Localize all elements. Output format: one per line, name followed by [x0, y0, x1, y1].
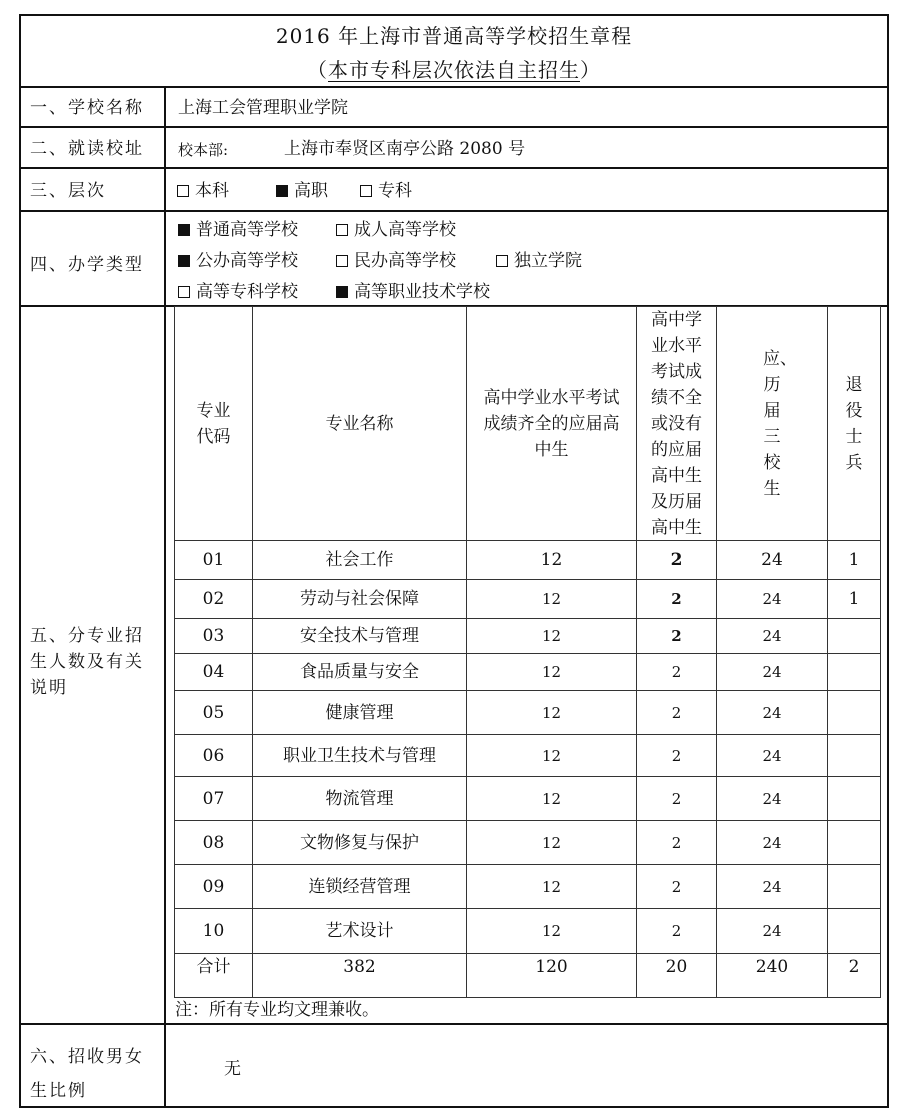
- table-cell-c: 24: [762, 746, 782, 765]
- table-border: [880, 306, 881, 997]
- table-cell-code: 07: [202, 788, 225, 809]
- unchecked-box-icon: [177, 185, 189, 197]
- unchecked-box-icon: [336, 255, 348, 267]
- table-cell-b: 2: [671, 833, 682, 852]
- table-cell-name: 职业卫生技术与管理: [283, 745, 436, 766]
- row-divider: [19, 210, 889, 212]
- gender-ratio-value: 无: [224, 1059, 241, 1079]
- table-cell-a: 12: [540, 550, 563, 570]
- row-divider: [19, 126, 889, 128]
- table-cell-code: 03: [202, 626, 225, 646]
- table-cell-a: 12: [541, 922, 562, 940]
- row-divider: [19, 167, 889, 169]
- table-cell-c: 24: [762, 703, 782, 722]
- table-cell-d: [828, 654, 880, 690]
- table-cell-a: 12: [541, 703, 562, 722]
- table-cell-name: 艺术设计: [325, 921, 394, 941]
- header-text: 专业名称: [325, 413, 394, 434]
- table-cell-name: 文物修复与保护: [300, 832, 419, 853]
- table-cell-code: 06: [202, 745, 225, 766]
- section-school-type-label: 四、办学类型: [30, 255, 144, 275]
- unchecked-box-icon: [496, 255, 508, 267]
- header-veterans: [828, 307, 880, 540]
- type-option-label: 公办高等学校: [196, 251, 298, 271]
- type-option-label: 独立学院: [514, 251, 582, 271]
- table-cell-a: 12: [541, 833, 562, 852]
- label-column-divider: [164, 86, 166, 1108]
- table-cell-d: 1: [848, 550, 860, 570]
- table-cell-d: 1: [848, 589, 860, 609]
- checked-box-icon: [178, 255, 190, 267]
- table-cell-code: 04: [202, 662, 225, 682]
- section-enrollment-label: 五、分专业招生人数及有关说明: [30, 626, 144, 698]
- type-option-independent: [496, 251, 582, 271]
- section-campus-label: 二、就读校址: [30, 139, 144, 159]
- table-cell-name: 社会工作: [325, 550, 394, 570]
- table-cell-c: 24: [762, 789, 782, 808]
- table-cell-a: 12: [541, 789, 562, 808]
- row-divider: [19, 1023, 889, 1025]
- type-option-vocational: [336, 282, 490, 302]
- table-border: [174, 997, 881, 998]
- total-cell-code: 合计: [196, 957, 231, 977]
- unchecked-box-icon: [360, 185, 372, 197]
- header-name: [253, 307, 466, 540]
- document-subtitle: [19, 54, 889, 83]
- section-gender-ratio-label: 六、招收男女生比例: [30, 1047, 144, 1101]
- table-cell-c: 24: [762, 590, 782, 608]
- level-option-label: 本科: [195, 181, 229, 201]
- header-incomplete-scores: [637, 307, 716, 540]
- total-cell-name: 382: [343, 957, 376, 977]
- school-name-value: 上海工会管理职业学院: [178, 98, 348, 118]
- level-option-bachelor: [177, 181, 229, 201]
- checked-box-icon: [276, 185, 288, 197]
- type-option-specialized: [178, 282, 298, 302]
- total-cell-b: 20: [665, 957, 688, 977]
- table-cell-code: 05: [202, 702, 225, 723]
- section-level-label: 三、层次: [30, 181, 106, 201]
- table-cell-d: [828, 735, 880, 776]
- checked-box-icon: [178, 224, 190, 236]
- table-cell-code: 01: [202, 550, 225, 570]
- table-cell-a: 12: [541, 590, 562, 608]
- table-cell-d: [828, 821, 880, 864]
- campus-name: 校本部:: [178, 141, 229, 159]
- table-cell-d: [828, 865, 880, 908]
- campus-address: 上海市奉贤区南亭公路 2080 号: [284, 139, 526, 159]
- type-option-public: [178, 251, 298, 271]
- header-text: 高中学业水平考试成绩齐全的应届高中生: [483, 387, 620, 460]
- document-title: 2016 年上海市普通高等学校招生章程: [275, 24, 633, 48]
- table-cell-b: 2: [671, 746, 682, 765]
- checked-box-icon: [336, 286, 348, 298]
- table-cell-name: 连锁经营管理: [308, 876, 411, 897]
- type-option-label: 高等专科学校: [196, 282, 298, 302]
- table-cell-code: 08: [202, 832, 225, 853]
- table-cell-name: 食品质量与安全: [300, 662, 419, 682]
- table-cell-b: 2: [671, 877, 682, 896]
- table-cell-c: 24: [762, 877, 782, 896]
- table-cell-d: [828, 619, 880, 653]
- header-text: 退役士兵: [845, 374, 863, 473]
- table-cell-c: 24: [762, 833, 782, 852]
- type-option-label: 高等职业技术学校: [354, 282, 490, 302]
- subtitle-open-paren: （: [307, 58, 328, 82]
- level-option-junior-college: [360, 181, 412, 201]
- table-cell-a: 12: [541, 627, 562, 645]
- table-cell-name: 物流管理: [325, 788, 394, 809]
- table-cell-b: 2: [671, 922, 682, 940]
- table-cell-name: 安全技术与管理: [300, 626, 419, 646]
- table-cell-a: 12: [541, 746, 562, 765]
- level-option-higher-vocational: [276, 181, 328, 201]
- table-cell-code: 09: [202, 876, 225, 897]
- section-school-name-label: 一、学校名称: [30, 98, 144, 118]
- table-cell-c: 24: [762, 663, 782, 681]
- level-option-label: 专科: [378, 181, 412, 201]
- header-three-schools: [717, 307, 827, 540]
- table-note: 注：所有专业均文理兼收。: [175, 1000, 379, 1020]
- total-cell-d: 2: [848, 957, 860, 977]
- table-cell-b: 2: [671, 703, 682, 722]
- table-cell-a: 12: [541, 877, 562, 896]
- header-complete-scores: [467, 307, 636, 540]
- header-code: [175, 307, 252, 540]
- table-cell-a: 12: [541, 663, 562, 681]
- header-text: 应、历届三校生: [763, 348, 797, 499]
- table-cell-d: [828, 777, 880, 820]
- table-cell-name: 健康管理: [325, 702, 394, 723]
- header-text: 高中学业水平考试成绩不全或没有的应届高中生及历届高中生: [651, 309, 702, 538]
- table-cell-c: 24: [761, 550, 783, 570]
- total-cell-c: 240: [755, 957, 789, 977]
- table-cell-d: [828, 691, 880, 734]
- table-cell-c: 24: [762, 922, 782, 940]
- unchecked-box-icon: [178, 286, 190, 298]
- unchecked-box-icon: [336, 224, 348, 236]
- table-cell-b: 2: [670, 550, 683, 570]
- subtitle-close-paren: ）: [580, 58, 601, 82]
- header-text: 专业代码: [196, 400, 231, 447]
- table-cell-d: [828, 909, 880, 953]
- table-cell-code: 10: [202, 921, 225, 941]
- table-cell-name: 劳动与社会保障: [300, 589, 419, 609]
- type-option-regular: [178, 220, 298, 240]
- table-cell-c: 24: [762, 627, 782, 645]
- table-cell-b: 2: [671, 789, 682, 808]
- type-option-private: [336, 251, 456, 271]
- total-cell-a: 120: [535, 957, 568, 977]
- type-option-label: 民办高等学校: [354, 251, 456, 271]
- table-cell-code: 02: [202, 589, 225, 609]
- type-option-label: 成人高等学校: [354, 220, 456, 240]
- subtitle-text: 本市专科层次依法自主招生: [328, 58, 580, 82]
- type-option-adult: [336, 220, 456, 240]
- table-cell-b: 2: [671, 663, 682, 681]
- type-option-label: 普通高等学校: [196, 220, 298, 240]
- table-cell-b: 2: [671, 590, 682, 608]
- row-divider: [19, 86, 889, 88]
- table-cell-b: 2: [671, 627, 682, 645]
- level-option-label: 高职: [294, 181, 328, 201]
